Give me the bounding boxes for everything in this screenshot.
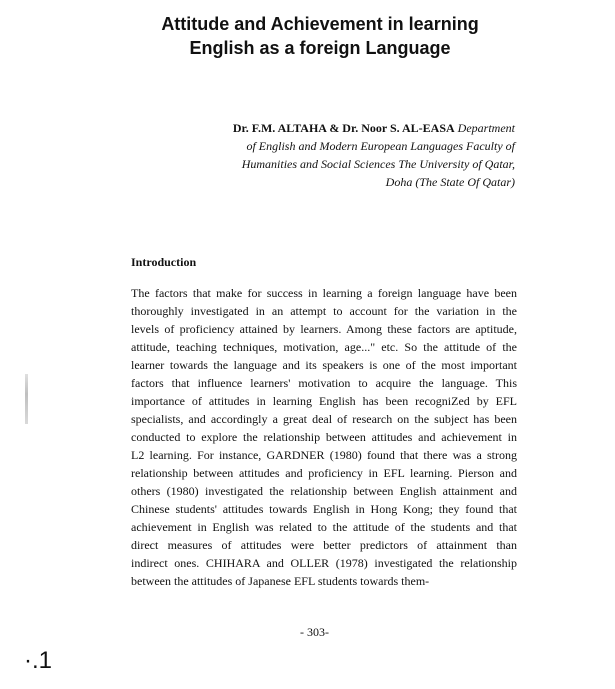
- corner-mark: ·.1: [24, 647, 53, 674]
- section-heading-introduction: Introduction: [131, 255, 197, 269]
- author-block: [190, 119, 515, 191]
- body-line: levels of proficiency attained by learners. Among these factors are aptitude,: [131, 322, 517, 336]
- body-line: importance of attitudes in learning English has been recogniZed by EFL: [131, 394, 517, 408]
- body-line: achievement in English was related to the attitude of the students and that: [131, 520, 517, 534]
- page-number: - 303-: [300, 625, 329, 639]
- body-line: thoroughly investigated in an attempt to account for the variation in the: [131, 304, 517, 318]
- body-line: conducted to explore the relationship between attitudes and achievement in: [131, 430, 517, 444]
- body-paragraph: [131, 284, 517, 590]
- scan-margin-mark: [25, 374, 28, 424]
- affiliation-line-3: Humanities and Social Sciences The University of Qatar,: [241, 157, 515, 171]
- author-line-1: [190, 119, 515, 137]
- body-line: The factors that make for success in learning a foreign language have been: [131, 286, 517, 300]
- body-line: learner towards the language and its speakers is one of the most important: [131, 358, 517, 372]
- affiliation-department: Department: [457, 121, 515, 135]
- body-line: attitude, teaching techniques, motivation, age..." etc. So the attitude of the: [131, 340, 517, 354]
- body-line: specialists, and accordingly a great deal of research on the subject has been: [131, 412, 517, 426]
- body-line: others (1980) investigated the relationship between English attainment and: [131, 484, 517, 498]
- body-line: relationship between attitudes and proficiency in EFL learning. Pierson and: [131, 466, 517, 480]
- body-line: between the attitudes of Japanese EFL students towards them-: [131, 574, 430, 588]
- body-line: L2 learning. For instance, GARDNER (1980) found that there was a strong: [131, 448, 517, 462]
- paper-title: [0, 12, 615, 60]
- affiliation-line-4: Doha (The State Of Qatar): [385, 175, 515, 189]
- author-names: Dr. F.M. ALTAHA & Dr. Noor S. AL-EASA: [232, 121, 455, 135]
- title-line-2: English as a foreign Language: [189, 38, 451, 58]
- body-line: direct measures of attitudes were better predictors of attainment than: [131, 538, 517, 552]
- title-line-1: Attitude and Achievement in learning: [161, 14, 479, 34]
- body-line: indirect ones. CHIHARA and OLLER (1978) investigated the relationship: [131, 556, 517, 570]
- affiliation-line-2: of English and Modern European Languages Faculty of: [246, 139, 515, 153]
- body-line: Chinese students' attitudes towards English in Hong Kong; they found that: [131, 502, 517, 516]
- body-line: factors that influence learners' motivation to acquire the language. This: [131, 376, 517, 390]
